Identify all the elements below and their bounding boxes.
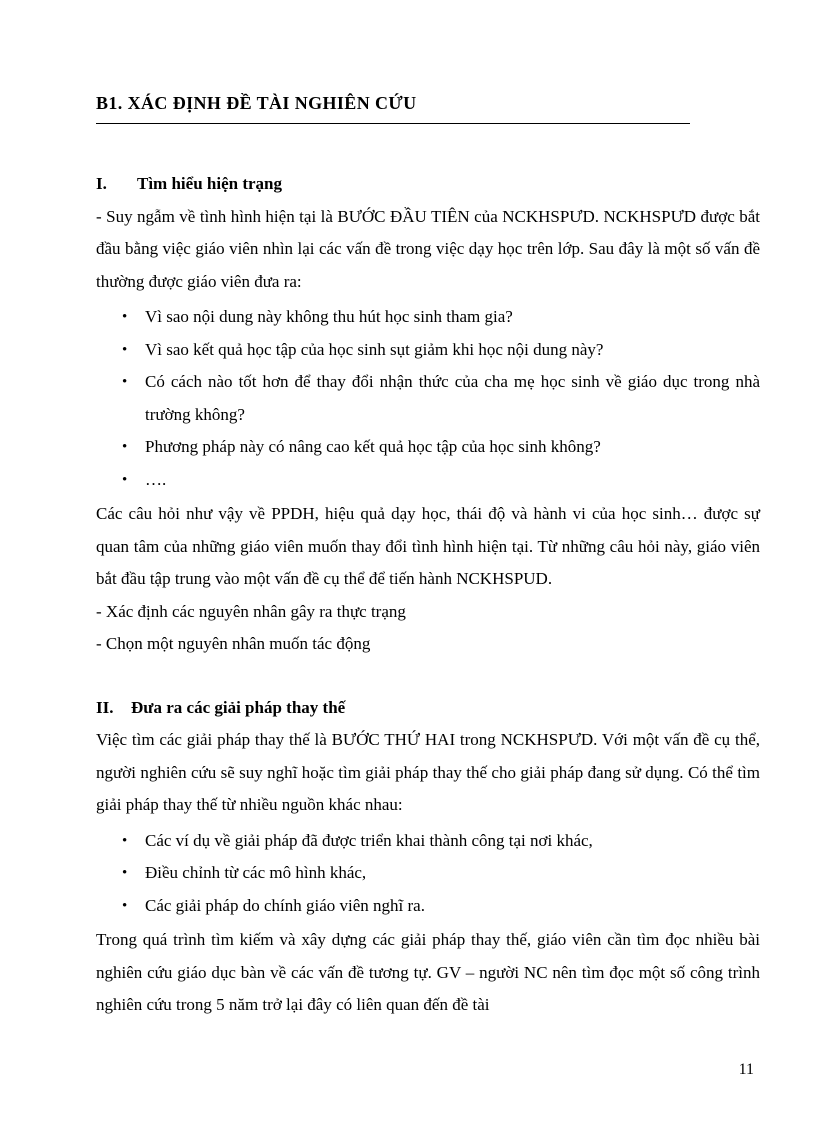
section-1-paragraph-2: Các câu hỏi như vậy về PPDH, hiệu quả dạy học, thái độ và hành vi của học sinh… được sự quan tâm của những giáo viên muốn thay đổi tình hình hiện tại. Từ những câu hỏi này, giáo viên bắt đầu tập trung vào một vấn đề cụ thể để tiến hành NCKHSPUD. [96,504,760,588]
bullet-icon: • [122,439,128,455]
section-2-title: Đưa ra các giải pháp thay thế [131,697,346,717]
section-1-number: I. [96,174,107,193]
bullet-item [96,825,760,858]
section-2-heading [96,692,760,725]
bullet-icon: • [122,341,128,358]
bullet-icon: • [122,832,128,849]
bullet-item [96,334,760,367]
bullet-text: …. [145,469,167,489]
bullet-icon: • [122,374,128,390]
section-2-bullet-list [96,825,760,923]
section-1-heading [96,168,760,201]
document-title: B1. XÁC ĐỊNH ĐỀ TÀI NGHIÊN CỨU [96,92,690,124]
section-2-number: II. [96,697,114,717]
bullet-item [96,464,760,497]
bullet-item [96,890,760,923]
bullet-item [96,301,760,334]
bullet-icon: • [122,865,128,881]
section-1-dash-line-2: - Chọn một nguyên nhân muốn tác động [96,634,371,653]
bullet-text: Vì sao nội dung này không thu hút học sinh tham gia? [145,307,513,326]
section-2-closing-paragraph: Trong quá trình tìm kiếm và xây dựng các giải pháp thay thế, giáo viên cần tìm đọc nhiều bài nghiên cứu giáo dục bàn về các vấn đề tương tự. GV – người NC nên tìm đọc một số công trình nghiên cứu trong 5 năm trở lại đây có liên quan đến đề tài [96,930,760,1014]
bullet-text: Các ví dụ về giải pháp đã được triển khai thành công tại nơi khác, [145,830,593,850]
bullet-icon: • [122,897,128,914]
section-2 [96,692,760,1022]
section-1-title: Tìm hiểu hiện trạng [137,174,282,193]
bullet-text: Điều chỉnh từ các mô hình khác, [145,863,367,882]
bullet-text: Vì sao kết quả học tập của học sinh sụt giảm khi học nội dung này? [145,339,604,359]
section-1-bullet-list [96,301,760,496]
bullet-text: Các giải pháp do chính giáo viên nghĩ ra. [145,895,425,915]
bullet-item [96,857,760,890]
page-number: 11 [738,1061,754,1078]
section-1-dash-line-1: - Xác định các nguyên nhân gây ra thực trạng [96,601,406,621]
section-1 [96,168,760,661]
section-1-intro-paragraph: - Suy ngẫm về tình hình hiện tại là BƯỚC ĐẦU TIÊN của NCKHSPƯD. NCKHSPƯD được bắt đầu bằng việc giáo viên nhìn lại các vấn đề trong việc dạy học trên lớp. Sau đây là một số vấn đề thường được giáo viên đưa ra: [96,206,760,291]
bullet-text: Phương pháp này có nâng cao kết quả học tập của học sinh không? [145,437,601,456]
bullet-item [96,431,760,464]
bullet-icon: • [122,471,128,488]
section-2-intro-paragraph: Việc tìm các giải pháp thay thế là BƯỚC THỨ HAI trong NCKHSPƯD. Với một vấn đề cụ thể, người nghiên cứu sẽ suy nghĩ hoặc tìm giải pháp thay thế cho giải pháp đang sử dụng. Có thể tìm giải pháp thay thế từ nhiều nguồn khác nhau: [96,730,760,814]
bullet-icon: • [122,309,128,325]
bullet-item [96,366,760,431]
bullet-text: Có cách nào tốt hơn để thay đổi nhận thức của cha mẹ học sinh về giáo dục trong nhà trường không? [145,372,760,424]
